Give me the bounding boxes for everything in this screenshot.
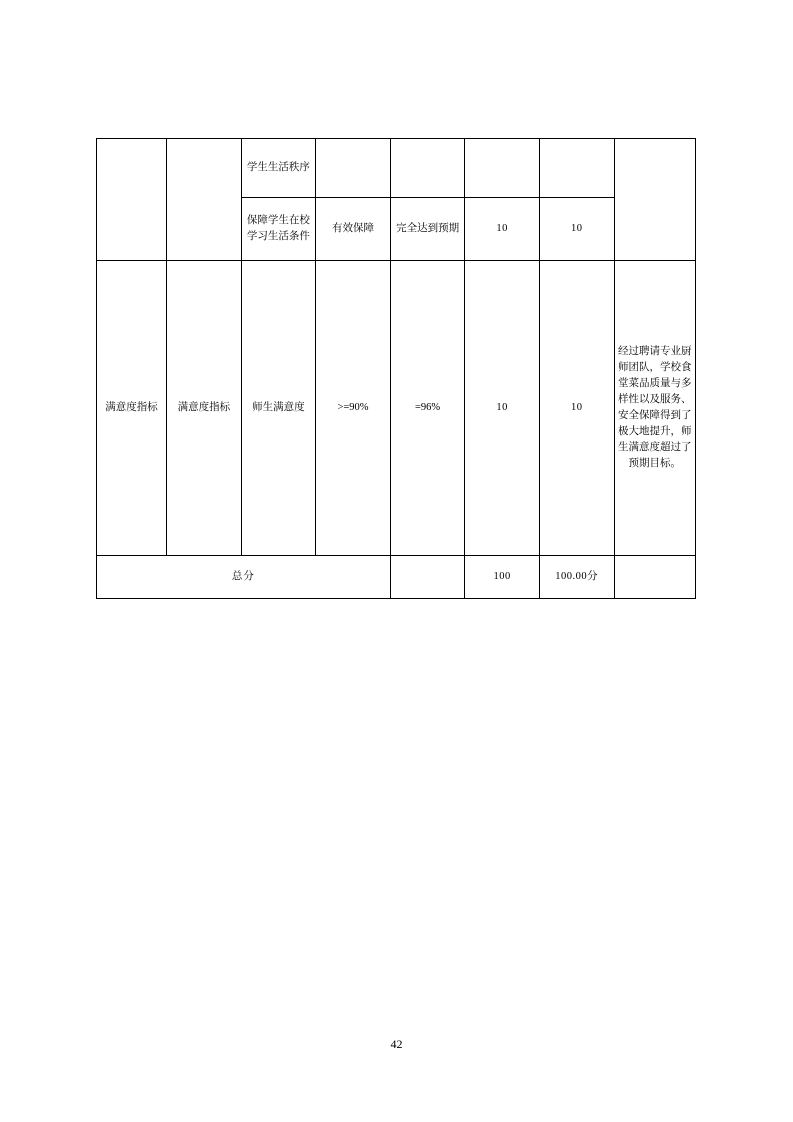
cell-result-empty-1 bbox=[539, 139, 614, 198]
cell-note-satisfaction: 经过聘请专业厨师团队，学校食堂菜品质量与多样性以及服务、安全保障得到了极大地提升，师生满意度超过了预期目标。 bbox=[614, 261, 695, 556]
cell-level2-empty-top bbox=[167, 139, 242, 261]
cell-level2-satisfaction-index: 满意度指标 bbox=[167, 261, 242, 556]
performance-evaluation-table bbox=[96, 138, 696, 599]
cell-indicator-teacher-student-satisfaction: 师生满意度 bbox=[241, 261, 316, 556]
cell-actual-96: =96% bbox=[390, 261, 465, 556]
cell-target-ge-90: >=90% bbox=[316, 261, 391, 556]
page-number: 42 bbox=[390, 1037, 403, 1051]
cell-result-10: 10 bbox=[539, 198, 614, 261]
cell-actual-fully-met: 完全达到预期 bbox=[390, 198, 465, 261]
cell-indicator-student-life-order: 学生生活秩序 bbox=[241, 139, 316, 198]
cell-total-actual: 100.00分 bbox=[539, 556, 614, 599]
cell-score-10-satisfaction: 10 bbox=[465, 261, 540, 556]
cell-result-10-satisfaction: 10 bbox=[539, 261, 614, 556]
table-row bbox=[97, 139, 696, 198]
cell-total-blank bbox=[390, 556, 465, 599]
cell-level1-empty-top bbox=[97, 139, 167, 261]
cell-note-empty-top bbox=[614, 139, 695, 261]
cell-actual-empty-1 bbox=[390, 139, 465, 198]
cell-score-empty-1 bbox=[465, 139, 540, 198]
cell-target-empty-1 bbox=[316, 139, 391, 198]
cell-total-note bbox=[614, 556, 695, 599]
cell-score-10: 10 bbox=[465, 198, 540, 261]
table-row bbox=[97, 261, 696, 556]
cell-total-score: 100 bbox=[465, 556, 540, 599]
cell-total-label: 总分 bbox=[97, 556, 391, 599]
cell-target-effective-guarantee: 有效保障 bbox=[316, 198, 391, 261]
table-row-total bbox=[97, 556, 696, 599]
cell-indicator-living-conditions: 保障学生在校学习生活条件 bbox=[241, 198, 316, 261]
cell-level1-satisfaction-index: 满意度指标 bbox=[97, 261, 167, 556]
